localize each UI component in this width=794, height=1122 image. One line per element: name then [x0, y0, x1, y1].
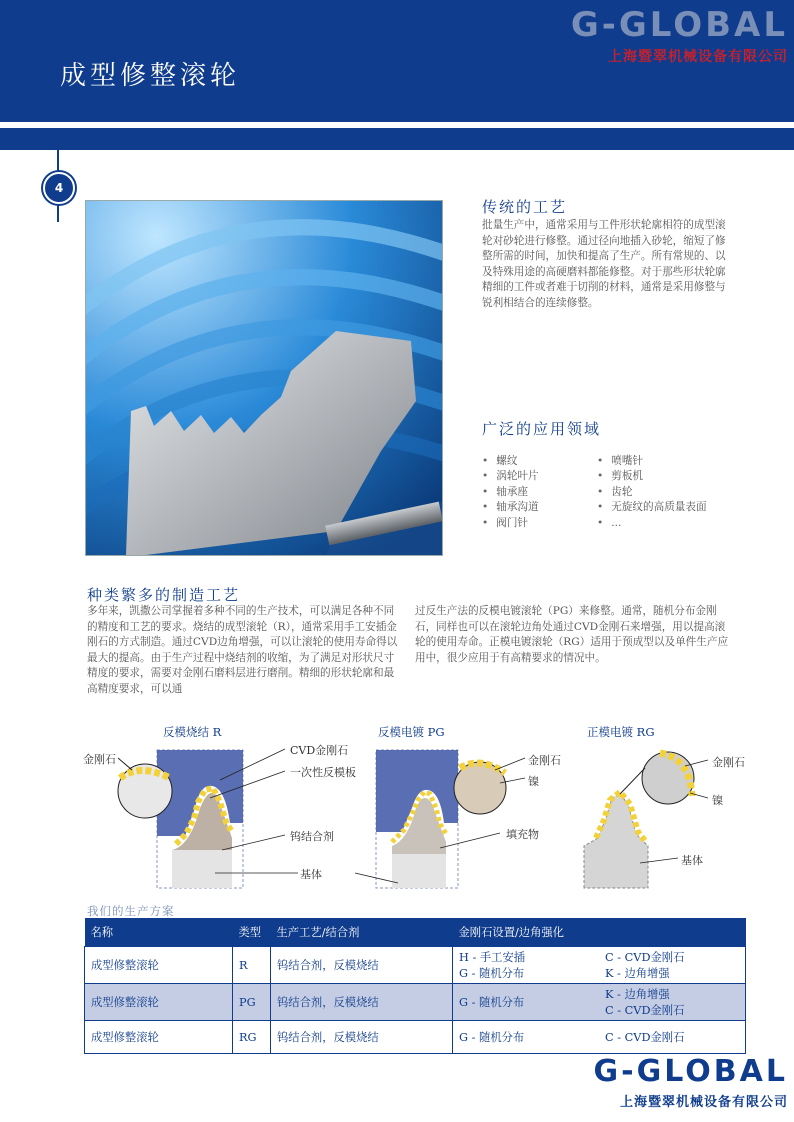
manufacturing-body-right: 过反生产法的反模电镀滚轮（PG）来修整。通常，随机分布金刚石，同样也可以在滚轮边角处通过CVD金刚石来增强，用以提高滚轮的使用寿命。正模电镀滚轮（RG）适用于预成型以及单件生产应用中，很少应用于有高精要求的情况中。 — [415, 605, 729, 664]
cell-name: 成型修整滚轮 — [85, 984, 233, 1021]
page-title: 成型修整滚轮 — [60, 61, 241, 91]
list-item: • 涡轮叶片 — [482, 469, 592, 484]
table-row — [85, 984, 746, 1021]
process-diagrams — [0, 738, 794, 898]
header-band — [0, 128, 794, 150]
program-table — [84, 918, 746, 1054]
table-row — [85, 1021, 746, 1054]
applications-list-left — [482, 454, 592, 531]
label-base-rg: 基体 — [681, 854, 703, 867]
brand-company-name-footer: 上海暨翠机械设备有限公司 — [619, 1095, 788, 1110]
list-item: • 螺纹 — [482, 454, 592, 469]
table-header-row — [85, 918, 746, 947]
cell-diamond — [453, 947, 746, 984]
table-row — [85, 947, 746, 984]
col-type-header: 类型 — [233, 918, 271, 947]
col-name-header: 名称 — [85, 918, 233, 947]
diamond-setting: G - 随机分布 — [459, 1031, 525, 1044]
list-item: • 齿轮 — [597, 485, 747, 500]
label-tungsten-bond: 钨结合剂 — [290, 830, 334, 843]
cell-process: 钨结合剂，反模烧结 — [271, 984, 453, 1021]
applications-title: 广泛的应用领域 — [482, 420, 602, 438]
cell-type: RG — [233, 1021, 271, 1054]
label-filler: 填充物 — [506, 828, 539, 841]
brand-logo-footer: G-GLOBAL — [593, 1054, 788, 1089]
label-diamond-rg: 金刚石 — [712, 756, 745, 769]
list-item: • 阀门针 — [482, 516, 592, 531]
diagram-pg — [376, 750, 506, 888]
brand-company-name: 上海暨翠机械设备有限公司 — [608, 49, 788, 65]
list-item: • 轴承座 — [482, 485, 592, 500]
diagram-title-pg: 反模电镀 PG — [378, 725, 445, 739]
diagram-rg — [584, 752, 694, 888]
roller-illustration — [86, 201, 442, 555]
label-nickel-rg: 镍 — [712, 794, 723, 807]
list-item: • 喷嘴针 — [597, 454, 747, 469]
applications-list-right — [597, 454, 747, 531]
label-nickel-pg: 镍 — [528, 775, 539, 788]
cell-type: R — [233, 947, 271, 984]
label-diamond-r: 金刚石 — [83, 753, 116, 766]
cell-name: 成型修整滚轮 — [85, 947, 233, 984]
cell-name: 成型修整滚轮 — [85, 1021, 233, 1054]
page-number: 4 — [43, 172, 75, 204]
list-item: • 剪板机 — [597, 469, 747, 484]
col-diamond-header: 金刚石设置/边角强化 — [453, 918, 746, 947]
diagram-title-r: 反模烧结 R — [163, 725, 222, 739]
list-item: • 无旋纹的高质量表面 — [597, 500, 747, 515]
brand-footer — [593, 1054, 788, 1110]
label-negative-template: 一次性反模板 — [290, 766, 356, 779]
label-diamond-pg: 金刚石 — [528, 754, 561, 767]
label-base-r: 基体 — [300, 868, 322, 881]
edge-reinforcement: C - CVD金刚石 — [605, 1004, 685, 1017]
edge-reinforcement: K - 边角增强 — [605, 967, 670, 980]
diagram-r — [118, 750, 243, 888]
edge-reinforcement: C - CVD金刚石 — [605, 951, 685, 964]
dressing-roller-photo — [85, 200, 443, 556]
traditional-body: 批量生产中，通常采用与工件形状轮廓相符的成型滚轮对砂轮进行修整。通过径向地插入砂轮，缩短了修整所需的时间，加快和提高了生产。所有常规的、以及特殊用途的高硬磨料都能修整。对于那些形状轮廓精细的工件或者难于切削的材料，通常是采用修整与锐利相结合的连续修整。 — [482, 219, 726, 309]
diamond-setting: G - 随机分布 — [459, 996, 525, 1009]
manufacturing-title: 种类繁多的制造工艺 — [87, 586, 241, 604]
label-cvd-diamond: CVD金刚石 — [290, 744, 349, 757]
col-process-header: 生产工艺/结合剂 — [271, 918, 453, 947]
cell-diamond — [453, 1021, 746, 1054]
page-header — [0, 0, 794, 122]
diagram-title-rg: 正模电镀 RG — [587, 725, 655, 739]
manufacturing-body-left: 多年来，凯撒公司掌握着多种不同的生产技术，可以满足各种不同的精度和工艺的要求。烧结的成型滚轮（R），通常采用手工安插金刚石的方式制造。通过CVD边角增强，可以让滚轮的使用寿命得以最大的提高。由于生产过程中烧结剂的收缩，为了满足对形状尺寸精度的要求，需要对金刚石磨料层进行磨削。精细的形状轮廓和最高精度要求，可以通 — [87, 605, 398, 695]
edge-reinforcement: C - CVD金刚石 — [605, 1031, 685, 1044]
traditional-title: 传统的工艺 — [482, 198, 568, 216]
brand-logo: G-GLOBAL — [570, 5, 788, 45]
cell-diamond — [453, 984, 746, 1021]
program-title: 我们的生产方案 — [87, 904, 175, 918]
list-item: • 轴承沟道 — [482, 500, 592, 515]
diamond-setting: H - 手工安插 — [459, 951, 526, 964]
diamond-setting: G - 随机分布 — [459, 967, 525, 980]
edge-reinforcement: K - 边角增强 — [605, 988, 670, 1001]
list-item: • ... — [597, 516, 747, 531]
cell-process: 钨结合剂，反模烧结 — [271, 947, 453, 984]
cell-type: PG — [233, 984, 271, 1021]
brand-header — [570, 5, 788, 66]
cell-process: 钨结合剂，反模烧结 — [271, 1021, 453, 1054]
